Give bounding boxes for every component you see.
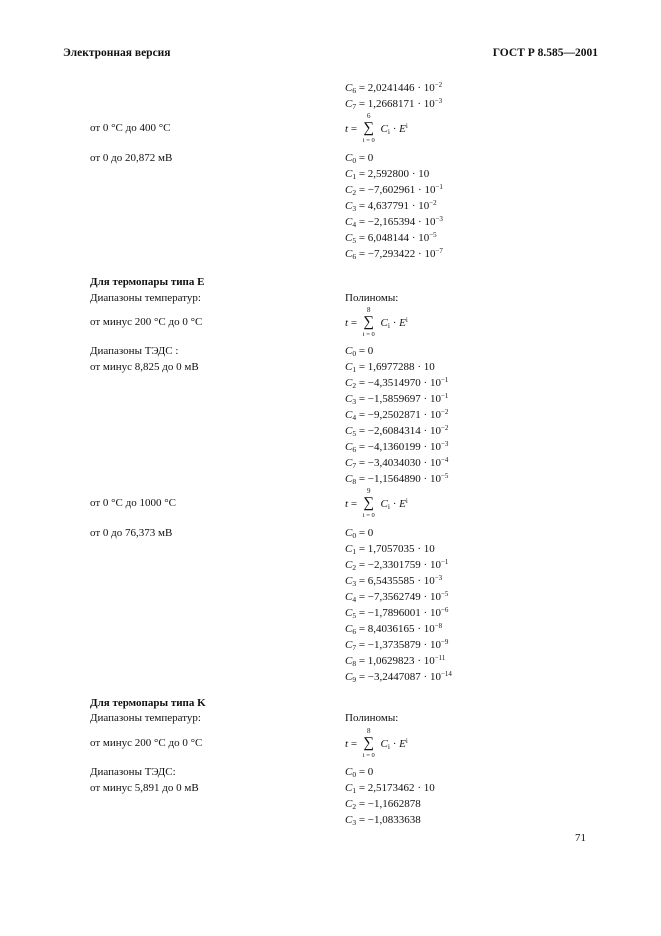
coefficient-row: $C_8 = -1,1564890 \cdot 10^{-5}$ (345, 472, 449, 486)
polynomial-formula: t = 9 ∑ i = 0 $C_i \cdot E^i$ (345, 487, 408, 519)
polynomial-formula: t = 8 ∑ i = 0 $C_i \cdot E^i$ (345, 727, 408, 759)
coefficient-row: $C_6 = -4,1360199 \cdot 10^{-3}$ (345, 440, 449, 454)
coefficient-row: $C_1 = 1,7057035 \cdot 10$ (345, 543, 435, 556)
summation-sign: 8 ∑ i = 0 (362, 306, 375, 338)
emf-range: от 0 до 76,373 мВ (90, 527, 173, 539)
coefficient-row: $C_2 = -1,1662878$ (345, 798, 421, 811)
polynomial-formula: t = 8 ∑ i = 0 $C_i \cdot E^i$ (345, 306, 408, 338)
coefficient-row: $C_2 = -2,3301759 \cdot 10^{-1}$ (345, 558, 449, 572)
coefficient-row: $C_3 = 6,5435585 \cdot 10^{-3}$ (345, 574, 443, 588)
running-header-right: ГОСТ Р 8.585—2001 (492, 47, 598, 59)
coefficient-row: $C_2 = -4,3514970 \cdot 10^{-1}$ (345, 376, 449, 390)
coefficient-row: $C_6 = 2,0241446 \cdot 10^{-2}$ (345, 81, 443, 95)
summation-sign: 8 ∑ i = 0 (362, 727, 375, 759)
temperature-range: от 0 °С до 1000 °С (90, 497, 176, 509)
coefficient-row: $C_5 = -2,6084314 \cdot 10^{-2}$ (345, 424, 449, 438)
polynomials-label: Полиномы: (345, 292, 399, 304)
temperature-ranges-label: Диапазоны температур: (90, 712, 201, 724)
coefficient-row: $C_7 = -1,3735879 \cdot 10^{-9}$ (345, 638, 449, 652)
emf-range: от минус 8,825 до 0 мВ (90, 361, 199, 373)
coefficient-row: $C_3 = -1,0833638$ (345, 814, 421, 827)
coefficient-row: $C_1 = 2,592800 \cdot 10$ (345, 168, 430, 181)
emf-ranges-label: Диапазоны ТЭДС : (90, 345, 179, 357)
coefficient-row: $C_1 = 2,5173462 \cdot 10$ (345, 782, 435, 795)
coefficient-row: $C_6 = 8,4036165 \cdot 10^{-8}$ (345, 622, 443, 636)
coefficient-row: $C_4 = -7,3562749 \cdot 10^{-5}$ (345, 590, 449, 604)
coefficient-row: $C_6 = -7,293422 \cdot 10^{-7}$ (345, 247, 443, 261)
coefficient-row: $C_2 = -7,602961 \cdot 10^{-1}$ (345, 183, 443, 197)
summation-sign: 6 ∑ i = 0 (362, 112, 375, 144)
coefficient-row: $C_1 = 1,6977288 \cdot 10$ (345, 361, 435, 374)
coefficient-row: $C_7 = 1,2668171 \cdot 10^{-3}$ (345, 97, 443, 111)
coefficient-row: $C_3 = 4,637791 \cdot 10^{-2}$ (345, 199, 437, 213)
coefficient-row: $C_7 = -3,4034030 \cdot 10^{-4}$ (345, 456, 449, 470)
coefficient-row: $C_0 = 0$ (345, 152, 374, 165)
coefficient-row: $C_4 = -9,2502871 \cdot 10^{-2}$ (345, 408, 449, 422)
coefficient-row: $C_0 = 0$ (345, 766, 374, 779)
temperature-range: от минус 200 °С до 0 °С (90, 316, 203, 328)
polynomial-formula: t = 6 ∑ i = 0 $C_i \cdot E^i$ (345, 112, 408, 144)
section-title-type-e: Для термопары типа E (90, 276, 205, 288)
coefficient-row: $C_0 = 0$ (345, 345, 374, 358)
section-title-type-k: Для термопары типа K (90, 697, 206, 709)
emf-ranges-label: Диапазоны ТЭДС: (90, 766, 176, 778)
summation-sign: 9 ∑ i = 0 (362, 487, 375, 519)
coefficient-row: $C_0 = 0$ (345, 527, 374, 540)
coefficient-row: $C_3 = -1,5859697 \cdot 10^{-1}$ (345, 392, 449, 406)
emf-range: от 0 до 20,872 мВ (90, 152, 173, 164)
coefficient-row: $C_9 = -3,2447087 \cdot 10^{-14}$ (345, 670, 452, 684)
page-number: 71 (575, 832, 586, 844)
temperature-range: от минус 200 °С до 0 °С (90, 737, 203, 749)
temperature-ranges-label: Диапазоны температур: (90, 292, 201, 304)
emf-range: от минус 5,891 до 0 мВ (90, 782, 199, 794)
coefficient-row: $C_8 = 1,0629823 \cdot 10^{-11}$ (345, 654, 446, 668)
running-header-left: Электронная версия (63, 47, 171, 59)
coefficient-row: $C_4 = -2,165394 \cdot 10^{-3}$ (345, 215, 443, 229)
temperature-range: от 0 °С до 400 °С (90, 122, 171, 134)
coefficient-row: $C_5 = -1,7896001 \cdot 10^{-6}$ (345, 606, 449, 620)
coefficient-row: $C_5 = 6,048144 \cdot 10^{-5}$ (345, 231, 437, 245)
polynomials-label: Полиномы: (345, 712, 399, 724)
